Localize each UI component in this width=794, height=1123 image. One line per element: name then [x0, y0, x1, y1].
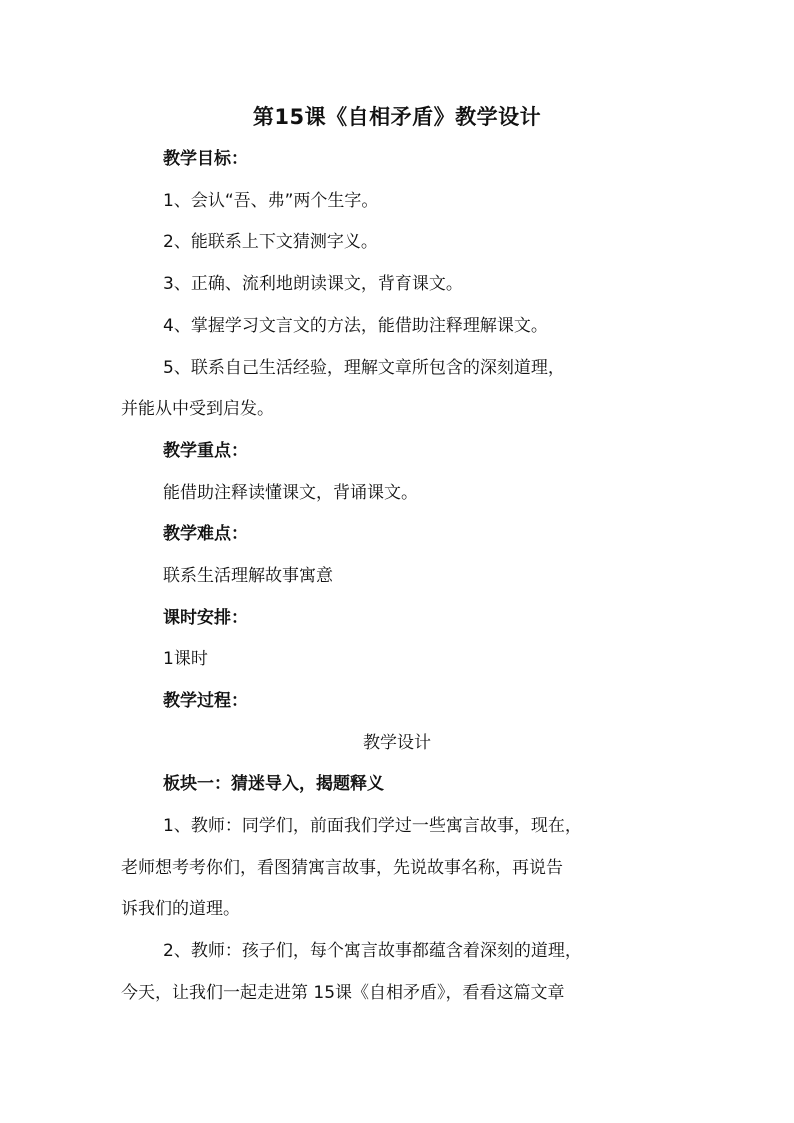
schedule-text: 1课时 [163, 649, 208, 669]
design-subtitle: 教学设计 [363, 733, 431, 753]
objective-item-2: 2、能联系上下文猜测字义。 [163, 232, 378, 252]
objective-item-5: 5、联系自己生活经验，理解文章所包含的深刻道理， [163, 358, 565, 378]
section-1-heading: 板块一：猜迷导入，揭题释义 [163, 774, 384, 794]
paragraph-1-line-2: 老师想考考你们，看图猜寓言故事，先说故事名称，再说告 [121, 858, 563, 878]
objectives-heading: 教学目标： [163, 149, 248, 169]
schedule-heading: 课时安排： [163, 608, 248, 628]
difficulties-text: 联系生活理解故事寓意 [163, 566, 333, 586]
objective-item-5-continued: 并能从中受到启发。 [121, 399, 274, 419]
objective-item-1: 1、会认“吾、弗”两个生字。 [163, 191, 379, 211]
difficulties-heading: 教学难点： [163, 524, 248, 544]
process-heading: 教学过程： [163, 691, 248, 711]
objective-item-3: 3、正确、流利地朗读课文，背育课文。 [163, 274, 463, 294]
paragraph-1-line-1: 1、教师：同学们，前面我们学过一些寓言故事，现在， [163, 816, 582, 836]
key-points-heading: 教学重点： [163, 441, 248, 461]
paragraph-1-line-3: 诉我们的道理。 [121, 899, 240, 919]
document-title: 第15课《自相矛盾》教学设计 [252, 105, 542, 129]
paragraph-2-line-1: 2、教师：孩子们，每个寓言故事都蕴含着深刻的道理， [163, 941, 582, 961]
objective-item-4: 4、掌握学习文言文的方法，能借助注释理解课文。 [163, 316, 548, 336]
key-points-text: 能借助注释读懂课文，背诵课文。 [163, 483, 418, 503]
paragraph-2-line-2: 今天，让我们一起走进第 15课《自相矛盾》，看看这篇文章 [121, 983, 565, 1003]
